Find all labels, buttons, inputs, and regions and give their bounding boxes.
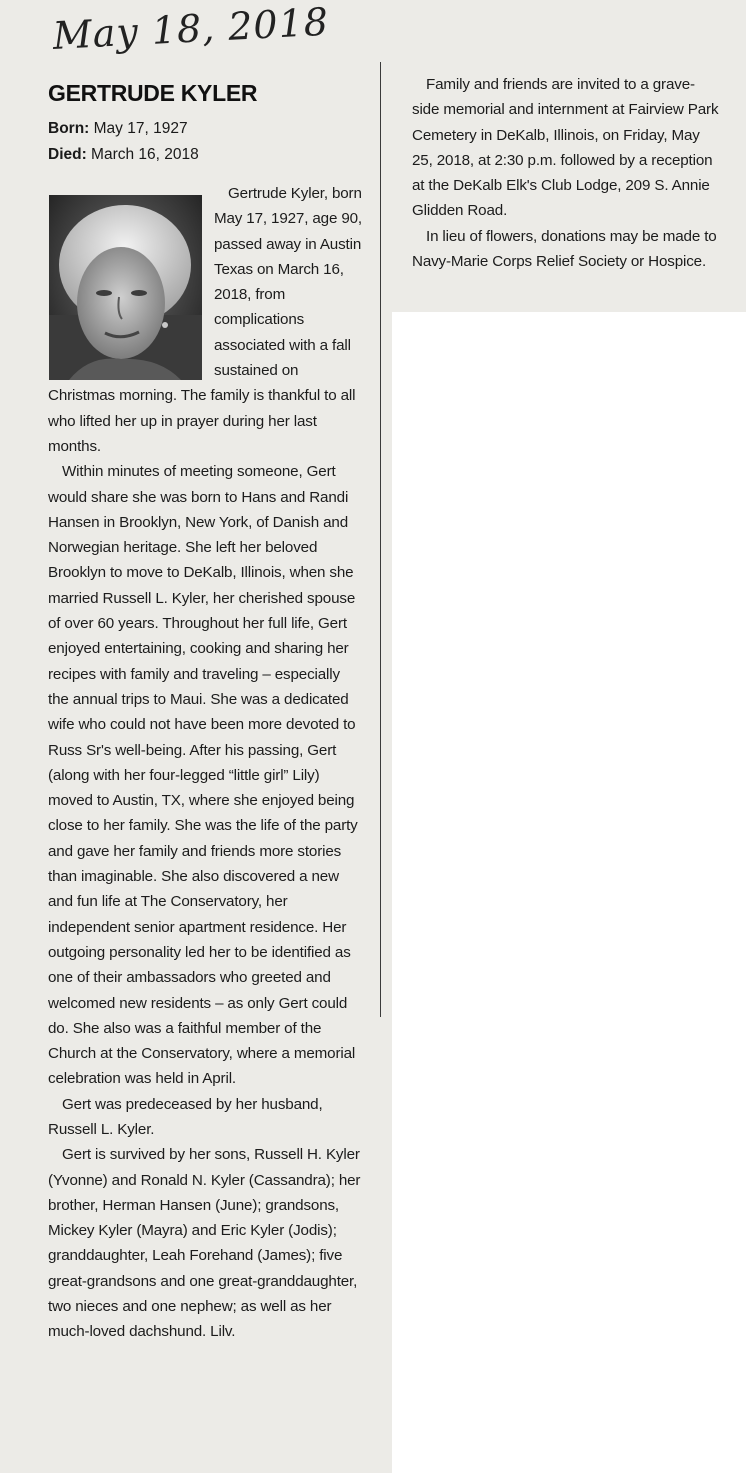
- died-label: Died:: [48, 146, 87, 163]
- donation-paragraph: In lieu of flowers, donations may be made to Navy-Marie Corps Relief Society or Hospice.: [412, 227, 717, 271]
- obituary-right-column: [412, 72, 722, 274]
- obituary-paragraph: Gert was predeceased by her husband, Russell L. Kyler.: [48, 1095, 323, 1138]
- obituary-left-column: [48, 181, 364, 1345]
- photo-wrap-space: [48, 181, 214, 373]
- obituary-paragraph: Gert is survived by her sons, Russell H. Kyler (Yvonne) and Ronald N. Kyler (Cassandra); her brother, Herman Hansen (June); grandsons, Mickey Kyler (Mayra) and Eric Kyler (Jodis); granddaughter, Leah Forehand (James); five great-grandsons and one great-granddaughter, two nieces and one nephew; as well as her much-loved dachshund. Lilv.: [48, 1146, 361, 1341]
- service-paragraph: Family and friends are invited to a grave-side memorial and internment at Fairview Park Cemetery in DeKalb, Illinois, on Friday, May 25, 2018, at 2:30 p.m. followed by a reception at the DeKalb Elk's Club Lodge, 209 S. Annie Glidden Road.: [412, 76, 719, 220]
- died-line: [48, 142, 199, 168]
- obituary-paragraph: Within minutes of meeting someone, Gert would share she was born to Hans and Randi Hansen in Brooklyn, New York, of Danish and Norwegian heritage. She left her beloved Brooklyn to move to DeKalb, Illinois, when she married Russell L. Kyler, her cherished spouse of over 60 years. Throughout her full life, Gert enjoyed entertaining, cooking and sharing her recipes with family and traveling – especially the annual trips to Maui. She was a dedicated wife who could not have been more devoted to Russ Sr's well-being. After his passing, Gert (along with her four-legged “little girl” Lily) moved to Austin, TX, where she enjoyed being close to her family. She was the life of the party and gave her family and friends more stories than imaginable. She also discovered a new and fun life at The Conservatory, her independent senior apartment residence. Her outgoing personality led her to be identified as one of their ambassadors who greeted and welcomed new residents – as only Gert could do. She also was a faithful member of the Church at the Conservatory, where a memorial celebration was held in April.: [48, 463, 358, 1088]
- died-value: March 16, 2018: [86, 146, 199, 163]
- deceased-name-heading: GERTRUDE KYLER: [48, 80, 258, 106]
- column-divider: [380, 62, 381, 1017]
- born-label: Born:: [48, 120, 90, 137]
- obituary-paragraph: Gertrude Kyler, born May 17, 1927, age 90, passed away in Austin Texas on March 16, 2018, from complications associated with a fall sustained on Christmas morning. The family is thankful to all who lifted her up in prayer during her last months.: [48, 185, 362, 455]
- birth-death-dates: [48, 116, 199, 168]
- handwritten-date: May 18, 2018: [51, 0, 330, 58]
- born-line: [48, 116, 199, 142]
- born-value: May 17, 1927: [89, 120, 188, 137]
